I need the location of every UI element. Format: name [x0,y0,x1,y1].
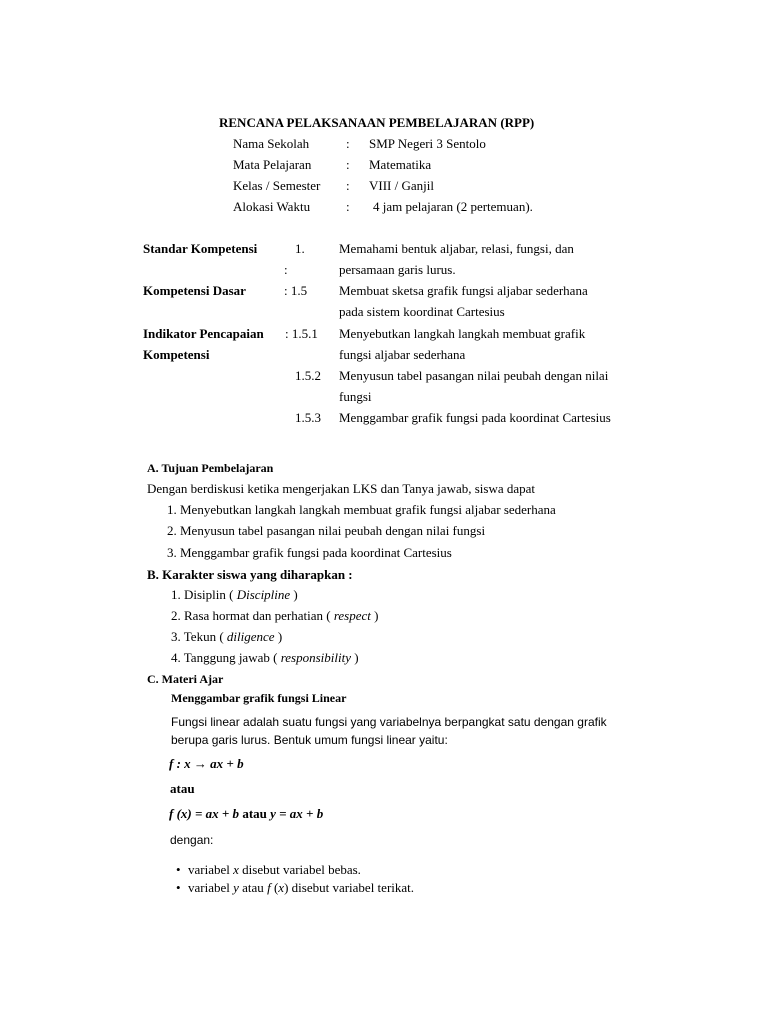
indikator-num-3: 1.5.3 [295,410,321,425]
item-text: 3. Tekun ( [171,629,227,644]
formula-function [169,806,323,822]
formula-mapping: f : x → ax + b [169,756,244,771]
bullet-text: ) disebut variabel terikat. [284,880,415,895]
bullet-variable-free [188,862,361,878]
bullet-variable: x [233,862,239,877]
identity-colon: : [346,199,350,214]
indikator-text-1b: fungsi aljabar sederhana [339,347,466,362]
dasar-num: : 1.5 [284,283,308,298]
bullet-text: variabel [188,862,234,877]
identity-colon: : [346,157,350,172]
item-text: 1. Disiplin ( [171,587,237,602]
bullet-variable: y [233,880,239,895]
standar-text-1: Memahami bentuk aljabar, relasi, fungsi, dan [339,241,574,256]
section-c-paragraph-2: berupa garis lurus. Bentuk umum fungsi linear yaitu: [171,733,448,747]
identity-colon: : [346,178,350,193]
section-b-item-3 [171,629,282,645]
section-c-heading: C. Materi Ajar [147,672,224,686]
item-text: 2. Rasa hormat dan perhatian ( [171,608,334,623]
item-emphasis: Discipline [236,587,291,602]
bullet-variable: f [267,880,271,895]
section-b-item-1 [171,587,298,603]
bullet-variable: x [278,880,285,895]
section-a-item-1: 1. Menyebutkan langkah langkah membuat grafik fungsi aljabar sederhana [167,502,556,517]
identity-value-time: 4 jam pelajaran (2 pertemuan). [373,199,533,214]
item-text: 4. Tanggung jawab ( [171,650,281,665]
section-a-intro: Dengan berdiskusi ketika mengerjakan LKS dan Tanya jawab, siswa dapat [147,481,536,496]
identity-value-subject: Matematika [369,157,432,172]
bullet-text: ( [270,880,279,895]
item-emphasis: diligence [226,629,275,644]
section-a-heading: A. Tujuan Pembelajaran [147,461,274,475]
document-title: RENCANA PELAKSANAAN PEMBELAJARAN (RPP) [219,115,535,130]
dengan-label: dengan: [170,833,214,847]
bullet-variable-bound [188,880,414,896]
standar-colon: : [284,262,288,277]
standar-label: Standar Kompetensi [143,241,258,256]
item-text: ) [370,608,379,623]
formula-part: y = ax + b [270,806,324,821]
section-a-item-2: 2. Menyusun tabel pasangan nilai peubah dengan nilai fungsi [167,523,486,538]
bullet-text: variabel [188,880,234,895]
identity-label-school: Nama Sekolah [233,136,310,151]
standar-text-2: persamaan garis lurus. [339,262,456,277]
indikator-text-3a: Menggambar grafik fungsi pada koordinat Cartesius [339,410,611,425]
item-text: ) [350,650,359,665]
item-text: ) [274,629,283,644]
bullet-text: disebut variabel bebas. [238,862,361,877]
indikator-text-1a: Menyebutkan langkah langkah membuat grafik [339,326,586,341]
section-a-item-3: 3. Menggambar grafik fungsi pada koordinat Cartesius [167,545,452,560]
identity-label-time: Alokasi Waktu [233,199,311,214]
section-b-heading: B. Karakter siswa yang diharapkan : [147,567,353,582]
formula-part: atau [239,806,271,821]
indikator-label-2: Kompetensi [143,347,210,362]
formula-part: f (x) = ax + b [169,806,240,821]
formula-connector: atau [170,781,195,796]
standar-num: 1. [295,241,305,256]
dasar-text-1: Membuat sketsa grafik fungsi aljabar sederhana [339,283,588,298]
identity-label-subject: Mata Pelajaran [233,157,312,172]
item-text: ) [290,587,298,602]
identity-value-class: VIII / Ganjil [369,178,434,193]
item-emphasis: responsibility [280,650,351,665]
identity-colon: : [346,136,350,151]
bullet-text: atau [238,880,268,895]
dasar-label: Kompetensi Dasar [143,283,246,298]
indikator-label: Indikator Pencapaian [143,326,264,341]
section-b-item-4 [171,650,359,666]
section-b-item-2 [171,608,378,624]
indikator-num-1: : 1.5.1 [285,326,318,341]
indikator-num-2: 1.5.2 [295,368,321,383]
identity-value-school: SMP Negeri 3 Sentolo [369,136,486,151]
section-c-paragraph-1: Fungsi linear adalah suatu fungsi yang variabelnya berpangkat satu dengan grafik [171,715,607,729]
indikator-text-2b: fungsi [339,389,372,404]
item-emphasis: respect [333,608,371,623]
dasar-text-2: pada sistem koordinat Cartesius [339,304,505,319]
identity-label-class: Kelas / Semester [233,178,321,193]
indikator-text-2a: Menyusun tabel pasangan nilai peubah dengan nilai [339,368,609,383]
section-c-subheading: Menggambar grafik fungsi Linear [171,691,347,705]
